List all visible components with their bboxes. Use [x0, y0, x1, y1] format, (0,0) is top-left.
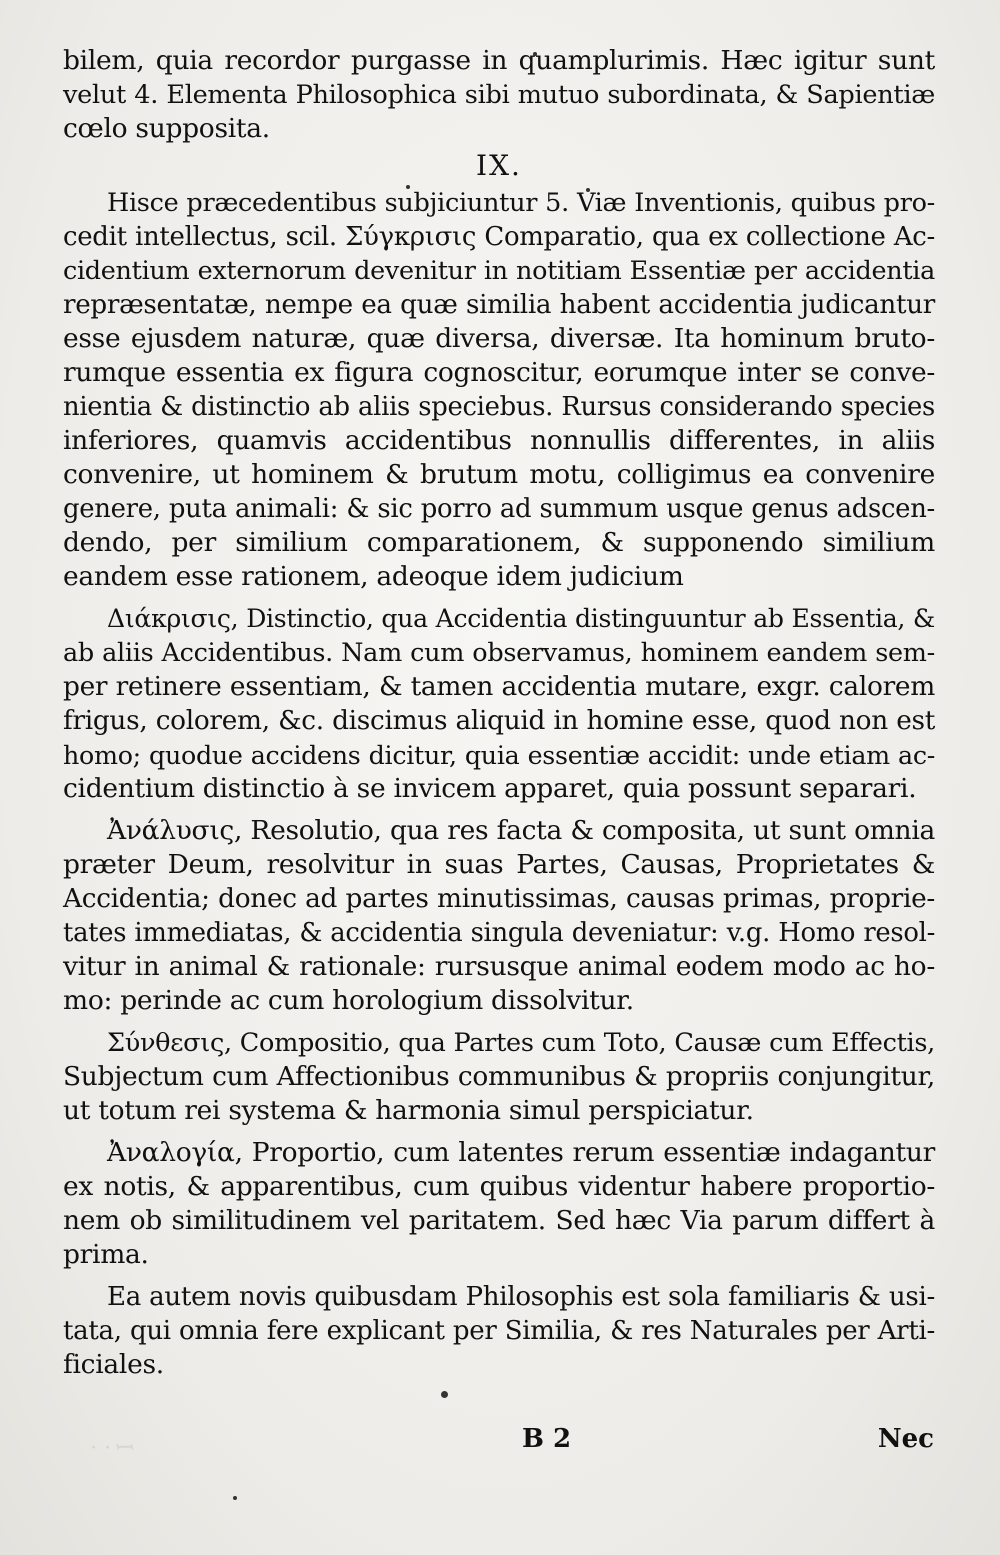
ink-speck — [233, 1496, 237, 1500]
text-line: Σύνθεσις, Compositio, qua Partes cum Toto, Causæ cum Effectis, — [107, 1028, 935, 1058]
text-line: ex notis, & apparentibus, cum quibus videntur habere proportio- — [63, 1171, 935, 1202]
text-line: velut 4. Elementa Philosophica sibi mutuo subordinata, & Sapientiæ — [63, 80, 935, 110]
text-line: Hisce præcedentibus subjiciuntur 5. Viæ Inventionis, quibus pro- — [107, 188, 935, 218]
text-line: prima. — [63, 1239, 149, 1270]
text-line: Ἀνάλυσις, Resolutio, qua res facta & composita, ut sunt omnia — [107, 815, 935, 846]
section-heading: IX. — [476, 149, 522, 182]
text-line: per retinere essentiam, & tamen accidentia mutare, exgr. calorem — [63, 671, 935, 702]
text-line: ut totum rei systema & harmonia simul perspiciatur. — [63, 1095, 754, 1126]
show-through-texture: ꟷ · · — [90, 1436, 136, 1461]
text-line: convenire, ut hominem & brutum motu, colligimus ea convenire — [63, 459, 935, 490]
page-footer — [0, 1424, 1000, 1464]
text-line: esse ejusdem naturæ, quæ diversa, diversæ. Ita hominum bruto- — [63, 323, 935, 354]
text-line: Ea autem novis quibusdam Philosophis est sola familiaris & usi- — [107, 1282, 935, 1312]
text-line: nientia & distinctio ab aliis speciebus. Rursus considerando species — [63, 392, 935, 422]
text-line: nem ob similitudinem vel paritatem. Sed hæc Via parum differt à — [63, 1205, 935, 1236]
text-line: cidentium distinctio à se invicem apparet, quia possunt separari. — [63, 773, 917, 804]
text-line: Ἀναλογία, Proportio, cum latentes rerum essentiæ indagantur — [107, 1137, 935, 1168]
text-line: homo; quodue accidens dicitur, quia essentiæ accidit: unde etiam ac- — [63, 740, 935, 770]
text-line: tates immediatas, & accidentia singula deveniatur: v.g. Homo resol- — [63, 918, 935, 948]
text-line: ficiales. — [63, 1349, 164, 1380]
text-line: inferiores, quamvis accidentibus nonnullis differentes, in aliis — [63, 425, 935, 456]
text-line: vitur in animal & rationale: rursusque animal eodem modo ac ho- — [63, 951, 935, 982]
catchword: Nec — [877, 1424, 934, 1454]
text-line: cidentium externorum devenitur in notitiam Essentiæ per accidentia — [63, 256, 935, 286]
text-line: cedit intellectus, scil. Σύγκρισις Comparatio, qua ex collectione Ac- — [63, 222, 935, 252]
text-line: repræsentatæ, nempe ea quæ similia habent accidentia judicantur — [63, 290, 935, 320]
text-line: Διάκρισις, Distinctio, qua Accidentia distinguuntur ab Essentia, & — [107, 604, 935, 633]
text-line: dendo, per similium comparationem, & supponendo similium — [63, 527, 935, 558]
ink-speck — [441, 1391, 448, 1398]
text-line: mo: perinde ac cum horologium dissolvitur. — [63, 985, 634, 1016]
text-line: ab aliis Accidentibus. Nam cum observamus, hominem eandem sem- — [63, 638, 935, 668]
signature-mark: B 2 — [522, 1424, 572, 1454]
page-text — [63, 44, 935, 1382]
text-line: frigus, colorem, &c. discimus aliquid in homine esse, quod non est — [63, 706, 935, 736]
text-line: rumque essentia ex figura cognoscitur, eorumque inter se conve- — [63, 357, 935, 388]
text-line: cœlo supposita. — [63, 113, 270, 144]
text-line: Subjectum cum Affectionibus communibus & propriis conjungitur, — [63, 1061, 935, 1092]
text-line: genere, puta animali: & sic porro ad summum usque genus adscen- — [63, 494, 935, 524]
text-line: Accidentia; donec ad partes minutissimas, causas primas, proprie- — [63, 884, 935, 914]
text-line: tata, qui omnia fere explicant per Similia, & res Naturales per Arti- — [63, 1316, 935, 1346]
text-line: bilem, quia recordor purgasse in quamplurimis. Hæc igitur sunt — [63, 45, 935, 76]
text-line: eandem esse rationem, adeoque idem judicium — [63, 561, 684, 592]
text-line: præter Deum, resolvitur in suas Partes, Causas, Proprietates & — [63, 849, 935, 880]
